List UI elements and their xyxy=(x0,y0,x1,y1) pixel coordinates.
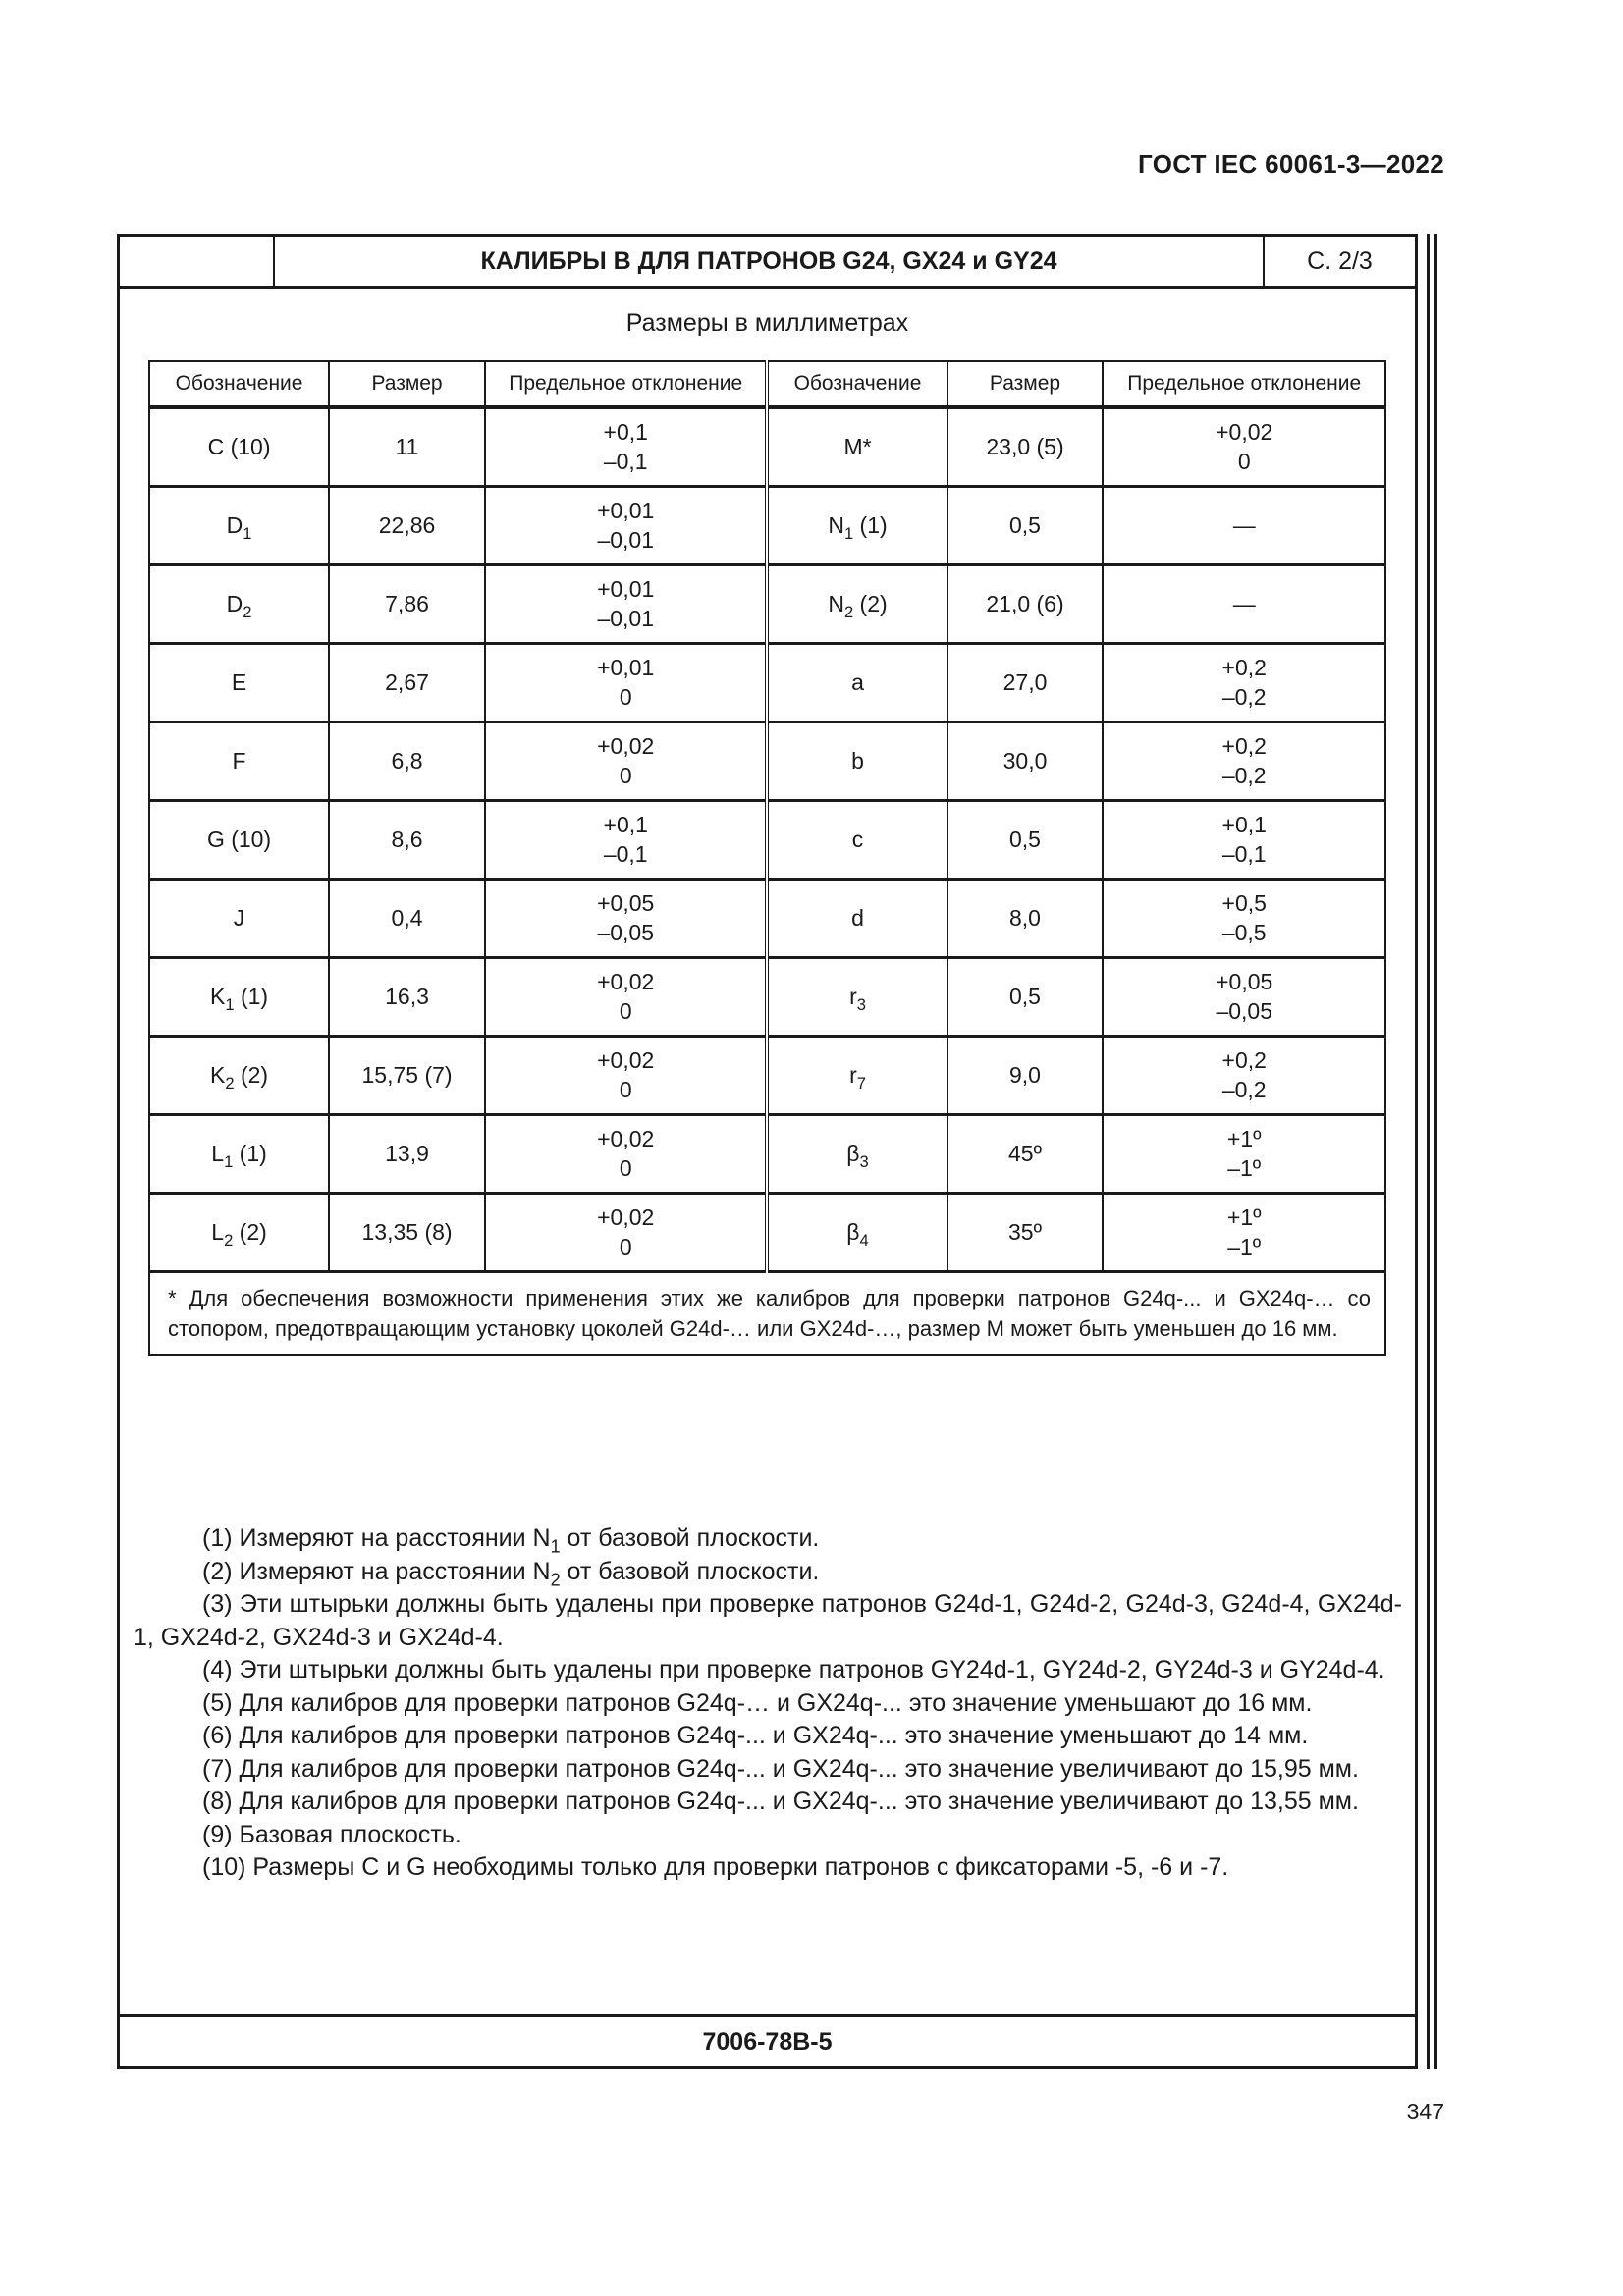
designation-symbol: D xyxy=(226,591,243,616)
designation-cell xyxy=(149,1036,329,1114)
size-cell: 0,5 xyxy=(947,486,1104,564)
note-item xyxy=(134,1819,1402,1852)
note-item xyxy=(134,1556,1402,1589)
tolerance-cell xyxy=(1103,800,1385,879)
designation-symbol: β xyxy=(846,1141,860,1166)
table-row xyxy=(149,879,1385,957)
header-size: Размер xyxy=(947,361,1104,407)
note-text: от базовой плоскости. xyxy=(560,1524,820,1552)
designation-cell xyxy=(767,1036,947,1114)
designation-symbol: a xyxy=(851,669,864,695)
table-row xyxy=(149,1114,1385,1193)
header-tolerance: Предельное отклонение xyxy=(485,361,768,407)
table-row xyxy=(149,957,1385,1036)
designation-subscript: 2 xyxy=(243,602,252,621)
designation-symbol: G (10) xyxy=(206,827,272,852)
tolerance-lower: –0,2 xyxy=(1221,763,1267,788)
table-row xyxy=(149,1036,1385,1114)
tolerance-cell xyxy=(1103,1036,1385,1114)
tolerance-upper: +0,01 xyxy=(597,576,655,602)
designation-symbol: r xyxy=(849,1062,857,1088)
designation-cell xyxy=(149,407,329,486)
notes-section xyxy=(134,1522,1402,1885)
tolerance-cell xyxy=(1103,407,1385,486)
designation-cell xyxy=(767,643,947,721)
size-cell: 8,6 xyxy=(329,800,485,879)
designation-suffix: (2) xyxy=(853,591,888,616)
tolerance-upper: +0,02 xyxy=(597,1047,655,1073)
note-item xyxy=(134,1588,1402,1654)
size-cell: 16,3 xyxy=(329,957,485,1036)
table-header-row xyxy=(149,361,1385,407)
designation-cell xyxy=(767,879,947,957)
designation-cell xyxy=(767,407,947,486)
header-designation: Обозначение xyxy=(149,361,329,407)
note-subscript: 1 xyxy=(550,1536,561,1557)
tolerance-cell xyxy=(1103,721,1385,800)
designation-symbol: D xyxy=(226,512,243,538)
dimensions-table xyxy=(148,360,1386,1356)
designation-cell xyxy=(149,800,329,879)
tolerance-lower: –0,2 xyxy=(1221,684,1267,710)
designation-subscript: 7 xyxy=(856,1073,866,1093)
table-row xyxy=(149,643,1385,721)
designation-symbol: d xyxy=(851,905,864,931)
table-row xyxy=(149,721,1385,800)
tolerance-cell xyxy=(485,407,768,486)
tolerance-lower: 0 xyxy=(619,684,632,710)
designation-cell xyxy=(149,486,329,564)
note-text: (5) Для калибров для проверки патронов G24q-… и GX24q-... это значение уменьшают до 16 мм. xyxy=(202,1688,1313,1717)
designation-subscript: 1 xyxy=(843,523,854,543)
size-cell: 30,0 xyxy=(947,721,1104,800)
tolerance-upper: +0,05 xyxy=(597,890,655,916)
designation-symbol: N xyxy=(828,512,844,538)
tolerance-upper: +0,2 xyxy=(1221,733,1267,759)
size-cell: 11 xyxy=(329,407,485,486)
designation-suffix: (1) xyxy=(233,1141,267,1166)
size-cell: 21,0 (6) xyxy=(947,564,1104,643)
tolerance-cell xyxy=(485,800,768,879)
note-text: (9) Базовая плоскость. xyxy=(202,1820,461,1848)
designation-symbol: E xyxy=(231,669,247,695)
note-text: (7) Для калибров для проверки патронов G24q-... и GX24q-... это значение увеличивают до 15,95 мм. xyxy=(202,1754,1359,1783)
tolerance-cell: — xyxy=(1103,486,1385,564)
size-cell: 27,0 xyxy=(947,643,1104,721)
designation-cell xyxy=(149,721,329,800)
designation-subscript: 4 xyxy=(859,1230,869,1250)
size-cell: 8,0 xyxy=(947,879,1104,957)
designation-symbol: β xyxy=(846,1219,860,1245)
designation-cell xyxy=(149,643,329,721)
designation-cell xyxy=(767,564,947,643)
header-tolerance: Предельное отклонение xyxy=(1103,361,1385,407)
designation-cell xyxy=(767,721,947,800)
size-cell: 0,5 xyxy=(947,800,1104,879)
designation-subscript: 3 xyxy=(856,994,866,1014)
table-row xyxy=(149,564,1385,643)
tolerance-cell xyxy=(1103,1114,1385,1193)
tolerance-lower: –0,5 xyxy=(1221,920,1267,945)
table-row xyxy=(149,1193,1385,1271)
sheet-title: КАЛИБРЫ В ДЛЯ ПАТРОНОВ G24, GX24 и GY24 xyxy=(480,246,1057,275)
designation-cell xyxy=(767,1114,947,1193)
designation-symbol: L xyxy=(211,1219,225,1245)
tolerance-cell: — xyxy=(1103,564,1385,643)
size-cell: 45º xyxy=(947,1114,1104,1193)
tolerance-lower: –0,01 xyxy=(597,606,654,631)
note-text: от базовой плоскости. xyxy=(560,1557,820,1585)
designation-symbol: N xyxy=(828,591,844,616)
tolerance-cell xyxy=(485,643,768,721)
note-item xyxy=(134,1687,1402,1721)
size-cell: 2,67 xyxy=(329,643,485,721)
designation-cell xyxy=(149,564,329,643)
tolerance-cell xyxy=(485,1036,768,1114)
size-cell: 7,86 xyxy=(329,564,485,643)
header-blank-cell xyxy=(120,237,275,286)
frame-rail xyxy=(1427,234,1430,2069)
note-item xyxy=(134,1851,1402,1885)
designation-symbol: L xyxy=(211,1141,225,1166)
tolerance-upper: +0,02 xyxy=(597,733,655,759)
designation-subscript: 1 xyxy=(224,1151,234,1171)
designation-symbol: K xyxy=(210,1062,226,1088)
tolerance-upper: +0,2 xyxy=(1221,1047,1267,1073)
tolerance-upper: +1º xyxy=(1226,1126,1262,1151)
designation-subscript: 3 xyxy=(859,1151,869,1171)
frame-rail xyxy=(1434,234,1437,2069)
designation-cell xyxy=(767,1193,947,1271)
table-footnote-row xyxy=(149,1271,1385,1355)
table-row xyxy=(149,407,1385,486)
tolerance-lower: –0,05 xyxy=(597,920,654,945)
designation-symbol: b xyxy=(851,748,864,774)
designation-cell xyxy=(149,957,329,1036)
page-number: 347 xyxy=(1406,2099,1444,2124)
designation-cell xyxy=(149,1114,329,1193)
size-cell: 13,9 xyxy=(329,1114,485,1193)
tolerance-cell xyxy=(485,957,768,1036)
tolerance-lower: –0,1 xyxy=(603,449,648,475)
tolerance-upper: +0,1 xyxy=(603,419,648,446)
tolerance-upper: +0,5 xyxy=(1221,890,1267,916)
tolerance-upper: +0,02 xyxy=(597,969,655,994)
tolerance-lower: –1º xyxy=(1227,1234,1262,1259)
tolerance-lower: –0,05 xyxy=(1216,998,1272,1024)
size-cell: 13,35 (8) xyxy=(329,1193,485,1271)
tolerance-cell xyxy=(485,879,768,957)
table-row xyxy=(149,800,1385,879)
tolerance-lower: –0,1 xyxy=(1221,841,1267,867)
designation-subscript: 1 xyxy=(243,523,252,543)
note-item xyxy=(134,1786,1402,1819)
designation-symbol: r xyxy=(849,984,857,1009)
tolerance-cell xyxy=(485,721,768,800)
tolerance-lower: 0 xyxy=(1237,449,1251,475)
designation-subscript: 2 xyxy=(225,1073,235,1093)
tolerance-upper: +0,02 xyxy=(597,1204,655,1230)
tolerance-upper: +1º xyxy=(1226,1204,1262,1230)
designation-subscript: 2 xyxy=(224,1230,234,1250)
tolerance-upper: +0,1 xyxy=(1221,812,1267,837)
designation-suffix: (1) xyxy=(853,512,888,538)
sheet-label: С. 2/3 xyxy=(1263,237,1415,286)
note-subscript: 2 xyxy=(550,1569,561,1589)
tolerance-lower: 0 xyxy=(619,1077,632,1102)
sheet-header xyxy=(120,237,1415,289)
designation-cell xyxy=(767,800,947,879)
designation-symbol: M* xyxy=(843,434,872,460)
tolerance-upper: +0,05 xyxy=(1216,969,1273,994)
tolerance-lower: –0,2 xyxy=(1221,1077,1267,1102)
note-item xyxy=(134,1753,1402,1787)
tolerance-cell xyxy=(485,1193,768,1271)
tolerance-upper: +0,2 xyxy=(1221,655,1267,680)
tolerance-lower: 0 xyxy=(619,1155,632,1181)
designation-suffix: (2) xyxy=(233,1219,267,1245)
tolerance-cell xyxy=(1103,879,1385,957)
size-cell: 0,5 xyxy=(947,957,1104,1036)
designation-subscript: 1 xyxy=(225,994,235,1014)
units-caption: Размеры в миллиметрах xyxy=(625,309,909,337)
designation-cell xyxy=(767,957,947,1036)
note-text: (10) Размеры C и G необходимы только для проверки патронов с фиксаторами -5, -6 и -7. xyxy=(202,1853,1229,1881)
designation-symbol: J xyxy=(233,905,245,931)
designation-subscript: 2 xyxy=(843,602,854,621)
header-designation: Обозначение xyxy=(767,361,947,407)
note-text: (3) Эти штырьки должны быть удалены при проверке патронов G24d-1, G24d-2, G24d-3, G24d-4, GX24d-1, GX24d-2, GX24d-3 и GX24d-4. xyxy=(134,1590,1402,1651)
size-cell: 23,0 (5) xyxy=(947,407,1104,486)
tolerance-upper: +0,01 xyxy=(597,655,655,680)
header-size: Размер xyxy=(329,361,485,407)
note-text: (4) Эти штырьки должны быть удалены при проверке патронов GY24d-1, GY24d-2, GY24d-3 и GY24d-4. xyxy=(202,1656,1385,1683)
designation-suffix: (2) xyxy=(234,1062,269,1088)
standard-number: ГОСТ IEC 60061-3—2022 xyxy=(1138,149,1444,179)
note-text: (6) Для калибров для проверки патронов G24q-... и GX24q-... это значение уменьшают до 14 мм. xyxy=(202,1722,1309,1749)
tolerance-cell xyxy=(485,486,768,564)
designation-symbol: c xyxy=(851,827,864,852)
tolerance-lower: 0 xyxy=(619,998,632,1024)
designation-suffix: (1) xyxy=(234,984,269,1009)
tolerance-lower: 0 xyxy=(619,763,632,788)
size-cell: 6,8 xyxy=(329,721,485,800)
tolerance-upper: +0,1 xyxy=(603,812,648,837)
tolerance-lower: –0,01 xyxy=(597,527,654,553)
note-item xyxy=(134,1654,1402,1687)
tolerance-cell xyxy=(1103,1193,1385,1271)
tolerance-upper: +0,01 xyxy=(597,498,655,523)
tolerance-cell xyxy=(1103,957,1385,1036)
note-text: (2) Измеряют на расстоянии N xyxy=(202,1557,551,1585)
size-cell: 22,86 xyxy=(329,486,485,564)
designation-symbol: C (10) xyxy=(207,434,271,460)
table-row xyxy=(149,486,1385,564)
sheet-frame xyxy=(117,234,1418,2069)
tolerance-cell xyxy=(485,564,768,643)
tolerance-lower: –0,1 xyxy=(603,841,648,867)
size-cell: 9,0 xyxy=(947,1036,1104,1114)
designation-cell xyxy=(149,879,329,957)
tolerance-upper: +0,02 xyxy=(1216,419,1273,446)
designation-cell xyxy=(149,1193,329,1271)
note-text: (1) Измеряют на расстоянии N xyxy=(202,1524,551,1552)
tolerance-cell xyxy=(1103,643,1385,721)
designation-symbol: F xyxy=(232,748,246,774)
note-item xyxy=(134,1522,1402,1556)
designation-cell xyxy=(767,486,947,564)
note-text: (8) Для калибров для проверки патронов G24q-... и GX24q-... это значение увеличивают до 13,55 мм. xyxy=(202,1788,1359,1815)
size-cell: 0,4 xyxy=(329,879,485,957)
tolerance-lower: 0 xyxy=(619,1234,632,1259)
tolerance-upper: +0,02 xyxy=(597,1126,655,1151)
note-item xyxy=(134,1720,1402,1753)
size-cell: 35º xyxy=(947,1193,1104,1271)
tolerance-lower: –1º xyxy=(1227,1155,1262,1181)
sheet-code: 7006-78B-5 xyxy=(120,2014,1415,2066)
tolerance-cell xyxy=(485,1114,768,1193)
size-cell: 15,75 (7) xyxy=(329,1036,485,1114)
table-footnote: * Для обеспечения возможности применения этих же калибров для проверки патронов G24q-... и GX24q-… со стопором, предотвращающим установку цоколей G24d-… или GX24d-…, размер M может быть уменьшен до 16 мм. xyxy=(149,1271,1385,1355)
designation-symbol: K xyxy=(210,984,226,1009)
